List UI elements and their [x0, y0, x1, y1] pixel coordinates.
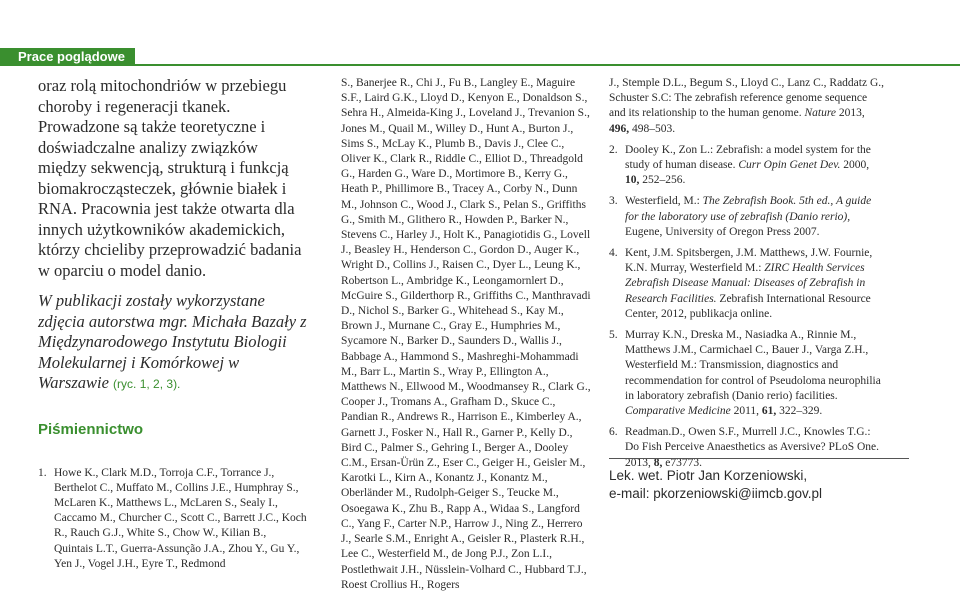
- reference-text: Westerfield, M.:: [625, 195, 700, 208]
- reference-pages: 252–256.: [642, 174, 686, 187]
- reference-year: Eugene, University of Oregon Press 2007.: [625, 225, 820, 238]
- photo-credit-text: W publikacji zostały wykorzystane zdjęcia autorstwa mgr. Michała Bazały z Międzynarodowego Instytutu Biologii Molekularnej i Komórkowej w Warszawie: [38, 291, 307, 392]
- author-email[interactable]: e-mail: pkorzeniowski@iimcb.gov.pl: [609, 486, 823, 501]
- reference-3: [609, 194, 884, 240]
- reference-pages: e73773.: [665, 456, 702, 469]
- reference-text: Dooley K., Zon L.: Zebrafish: a model system for the study of human disease.: [625, 143, 871, 172]
- reference-volume: 8,: [653, 456, 663, 469]
- reference-journal: Comparative Medicine: [625, 405, 731, 418]
- reference-text: Murray K.N., Dreska M., Nasiadka A., Rinnie M., Matthews J.M., Carmichael C., Bauer J., Varga Z.H., Westerfield M.: Transmission, diagnostics and recommendation for control of Pseudoloma neurophilia in laboratory zebrafish (Danio rerio) facilities.: [625, 329, 881, 402]
- reference-1-continued: [341, 76, 591, 593]
- author-name: Lek. wet. Piotr Jan Korzeniowski,: [609, 468, 808, 483]
- section-header: [0, 48, 960, 66]
- reference-2: [609, 143, 884, 189]
- reference-pages: 322–329.: [779, 405, 823, 418]
- reference-volume: 10,: [625, 174, 640, 187]
- reference-number: 4.: [609, 247, 618, 260]
- reference-4: [609, 246, 884, 322]
- reference-pages: 498–503.: [632, 122, 676, 135]
- page-top-margin: [0, 0, 960, 42]
- reference-5: [609, 328, 884, 419]
- reference-year: Zebrafish International Resource Center, 2012, publikacja online.: [625, 292, 871, 320]
- reference-volume: 496,: [609, 122, 630, 135]
- reference-number: 2.: [609, 143, 618, 156]
- reference-text: J., Stemple D.L., Begum S., Lloyd C., Lanz C., Raddatz G., Schuster S.C: The zebrafish reference genome sequence and its relationship to the human genome.: [609, 77, 885, 120]
- reference-number: 1.: [38, 466, 47, 479]
- reference-text: Kent, J.M. Spitsbergen, J.M. Matthews, J.W. Fournie, K.N. Murray, Westerfield M.:: [625, 247, 873, 275]
- reference-volume: 61,: [761, 405, 777, 418]
- reference-1-start: [38, 466, 308, 572]
- reference-number: 6.: [609, 426, 618, 439]
- body-paragraph: oraz rolą mitochondriów w przebiegu choroby i regeneracji tkanek. Prowadzone są także teoretyczne i doświadczalne analizy związków między sekwencją, strukturą i funkcją biomakrocząsteczek, głównie białek i RNA. Pracownia jest także otwarta dla innych użytkowników akademickich, którzy chcieliby przeprowadzić badania w oparciu o model danio.: [38, 76, 302, 280]
- reference-number: 5.: [609, 329, 618, 342]
- column-1: [38, 76, 308, 578]
- column-2: [341, 76, 591, 599]
- reference-journal: The Zebrafish Book. 5th ed., A guide for the laboratory use of zebrafish (Danio rerio),: [625, 195, 872, 223]
- reference-number: 3.: [609, 195, 618, 208]
- reference-text: S., Banerjee R., Chi J., Fu B., Langley E., Maguire S.F., Laird G.K., Lloyd D., Kenyon E., Donaldson S., Sehra H., Almeida-King J., Loveland J., Trevanion S., Jones M., Quail M., Willey D., Hunt A., Burton J., Sims S., McLay K., Plumb B., Davis J., Clee C., Oliver K., Clark R., Riddle C., Elliot D., Threadgold G., Harden G., Ware D., Mortimore B., Kerry G., Heath P., Phillimore B., Tracey A., Corby N., Dunn M., Johnson C., Wood J., Clark S., Pelan S., Griffiths G., Smith M., Glithero R., Howden P., Barker N., Stevens C., Harley J., Holt K., Panagiotidis G., Lovell J., Beasley H., Henderson C., Gordon D., Auger K., Wright D., Collins J., Raisen C., Dyer L., Leung K., Robertson L., Ambridge K., Leongamornlert D., McGuire S., Gilderthorp R., Griffiths C., Manthravadi D., Nichol S., Barker G., Whitehead S., Kay M., Brown J., Murnane C., Gray E., Humphries M., Sycamore N., Barker D., Saunders D., Wallis J., Babbage A., Hammond S., Mashreghi-Mohammadi M., Barr L., Martin S., Wray P., Ellington A., Matthews N., Ellwood M., Woodmansey R., Clark G., Cooper J., Tromans A., Grafham D., Skuce C., Pandian R., Andrews R., Harrison E., Kimberley A., Garnett J., Fosker N., Hall R., Garner P., Kelly D., Bird C., Palmer S., Gehring I., Berger A., Dooley C.M., Ersan-Ürün Z., Eser C., Geiger H., Geisler M., Karotki L., Kirn A., Konantz J., Konantz M., Oberländer M., Rudolph-Geiger S., Teucke M., Osoegawa K., Zhu B., Rapp A., Widaa S., Langford C., Yang F., Carter N.P., Harrow J., Ning Z., Herrero J., Searle S.M., Enright A., Geisler R., Plasterk R.H., Lee C., Westerfield M., de Jong P.J., Zon L.I., Postlethwait J.H., Nüsslein-Volhard C., Hubbard T.J., Roest Crollius H., Rogers: [341, 77, 591, 591]
- reference-year: 2000,: [843, 159, 870, 172]
- reference-text: Howe K., Clark M.D., Torroja C.F., Torrance J., Berthelot C., Muffato M., Collins J.E., Humphray S., McLaren K., Matthews L., McLaren S., Sealy I., Caccamo M., Churcher C., Scott C., Barrett J.C., Koch R., Rauch G.J., White S., Chow W., Kilian B., Quintais L.T., Guerra-Assunção J.A., Zhou Y., Gu Y., Yen J., Vogel J.H., Eyre T., Redmond: [54, 466, 307, 570]
- reference-year: 2011,: [733, 405, 760, 418]
- reference-journal: ZIRC Health Services Zebrafish Disease Manual: Diseases of Zebrafish in Research Facilities.: [625, 262, 866, 305]
- reference-journal: Curr Opin Genet Dev.: [738, 159, 841, 172]
- section-label: Prace poglądowe: [0, 48, 135, 66]
- section-rule: [135, 64, 960, 66]
- author-contact: [609, 458, 909, 503]
- photo-credit-note: [38, 291, 308, 395]
- reference-1-end: [609, 76, 884, 137]
- figure-citation: (ryc. 1, 2, 3).: [113, 377, 181, 391]
- reference-year: 2013,: [838, 107, 865, 120]
- reference-journal: Nature: [804, 107, 836, 120]
- references-heading: Piśmiennictwo: [38, 420, 144, 438]
- column-3: [609, 76, 884, 477]
- reference-text: Readman.D., Owen S.F., Murrell J.C., Knowles T.G.: Do Fish Perceive Anaesthetics as Aversive? PLoS One. 2013,: [625, 426, 880, 469]
